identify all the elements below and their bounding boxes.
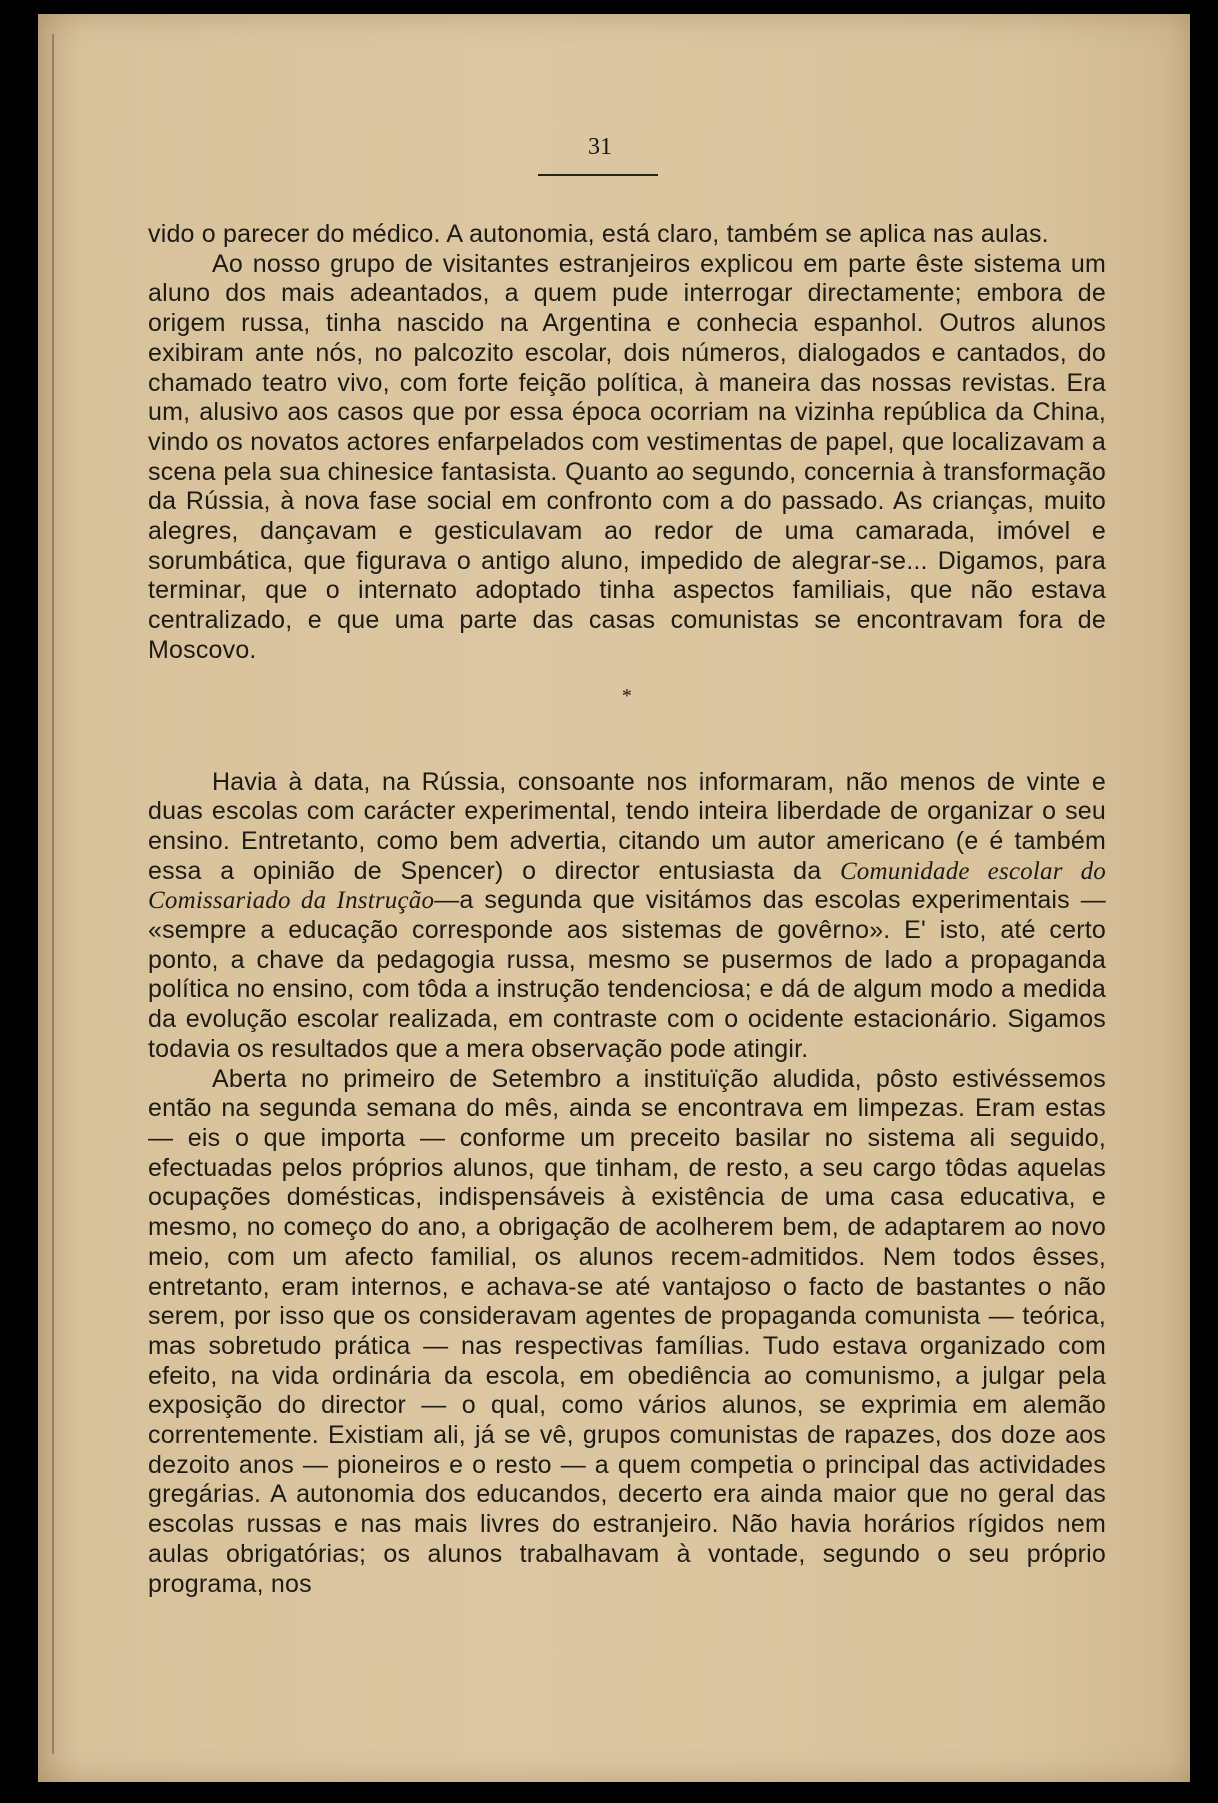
paragraph-continuation: vido o parecer do médico. A autonomia, está claro, também se aplica nas aulas. (148, 220, 1049, 248)
body-text (148, 220, 1106, 1599)
book-page (38, 14, 1190, 1782)
paragraph-experimental-schools (148, 768, 1106, 1065)
institution-name-italic: Comunidade escolar do Comissariado da Instrução (148, 857, 1106, 915)
section-2 (148, 768, 1106, 1600)
paragraph-text-part: Havia à data, na Rússia, consoante nos informaram, não menos de vinte e duas escolas com carácter experimental, tendo inteira liberdade de organizar o seu ensino. Entretanto, como bem advertia, citando um autor americano (e é também essa a opinião de Spencer) o director entusiasta da (148, 767, 1106, 885)
page-number-rule (538, 174, 658, 176)
paragraph-text-part: —a segunda que visitámos das escolas experimentais — «sempre a educação corresponde aos sistemas de govêrno». E' isto, até certo ponto, a chave da pedagogia russa, mesmo se pusermos de lado a propaganda política no ensino, com tôda a instrução tendenciosa; e dá de algum modo a medida da evolução escolar realizada, em contraste com o ocidente estacionário. Sigamos todavia os resultados que a mera observação pode atingir. (148, 886, 1106, 1063)
page-number: 31 (588, 134, 612, 160)
section-separator: * (621, 684, 633, 707)
paragraph-visitors: Ao nosso grupo de visitantes estranjeiros explicou em parte êste sistema um aluno dos mais adeantados, a quem pude interrogar directamente; embora de origem russa, tinha nascido na Argentina e conhecia espanhol. Outros alunos exibiram ante nós, no palcozito escolar, dois números, dialogados e cantados, do chamado teatro vivo, com forte feição política, à maneira das nossas revistas. Era um, alusivo aos casos que por essa época ocorriam na vizinha república da China, vindo os novatos actores enfarpelados com vestimentas de papel, que localizavam a scena pela sua chinesice fantasista. Quanto ao segundo, concernia à transformação da Rússia, à nova fase social em confronto com a do passado. As crianças, muito alegres, dançavam e gesticulavam ao redor de uma camarada, imóvel e sorumbática, que figurava o antigo aluno, impedido de alegrar-se... Digamos, para terminar, que o internato adoptado tinha aspectos familiais, que não estava centralizado, e que uma parte das casas comunistas se encontravam fora de Moscovo. (148, 249, 1106, 664)
paragraph-school-opening: Aberta no primeiro de Setembro a instituïção aludida, pôsto estivéssemos então na segunda semana do mês, ainda se encontrava em limpezas. Eram estas — eis o que importa — conforme um preceito basilar no sistema ali seguido, efectuadas pelos próprios alunos, que tinham, de resto, a seu cargo tôdas aquelas ocupações domésticas, indispensáveis à existência de uma casa educativa, e mesmo, no começo do ano, a obrigação de acolherem bem, de adaptarem ao novo meio, com um afecto familial, os alunos recem-admitidos. Nem todos êsses, entretanto, eram internos, e achava-se até vantajoso o facto de bastantes o não serem, por isso que os consideravam agentes de propaganda comunista — teórica, mas sobretudo prática — nas respectivas famílias. Tudo estava organizado com efeito, na vida ordinária da escola, em obediência ao comunismo, a julgar pela exposição do director — o qual, como vários alunos, se exprimia em alemão correntemente. Existiam ali, já se vê, grupos comunistas de rapazes, dos doze aos dezoito anos — pioneiros e o resto — a quem competia o principal das actividades gregárias. A autonomia dos educandos, decerto era ainda maior que no geral das escolas russas e nas mais livres do estranjeiro. Não havia horários rígidos nem aulas obrigatórias; os alunos trabalhavam à vontade, segundo o seu próprio programa, nos (148, 1064, 1106, 1598)
page-spine-edge (52, 34, 54, 1754)
